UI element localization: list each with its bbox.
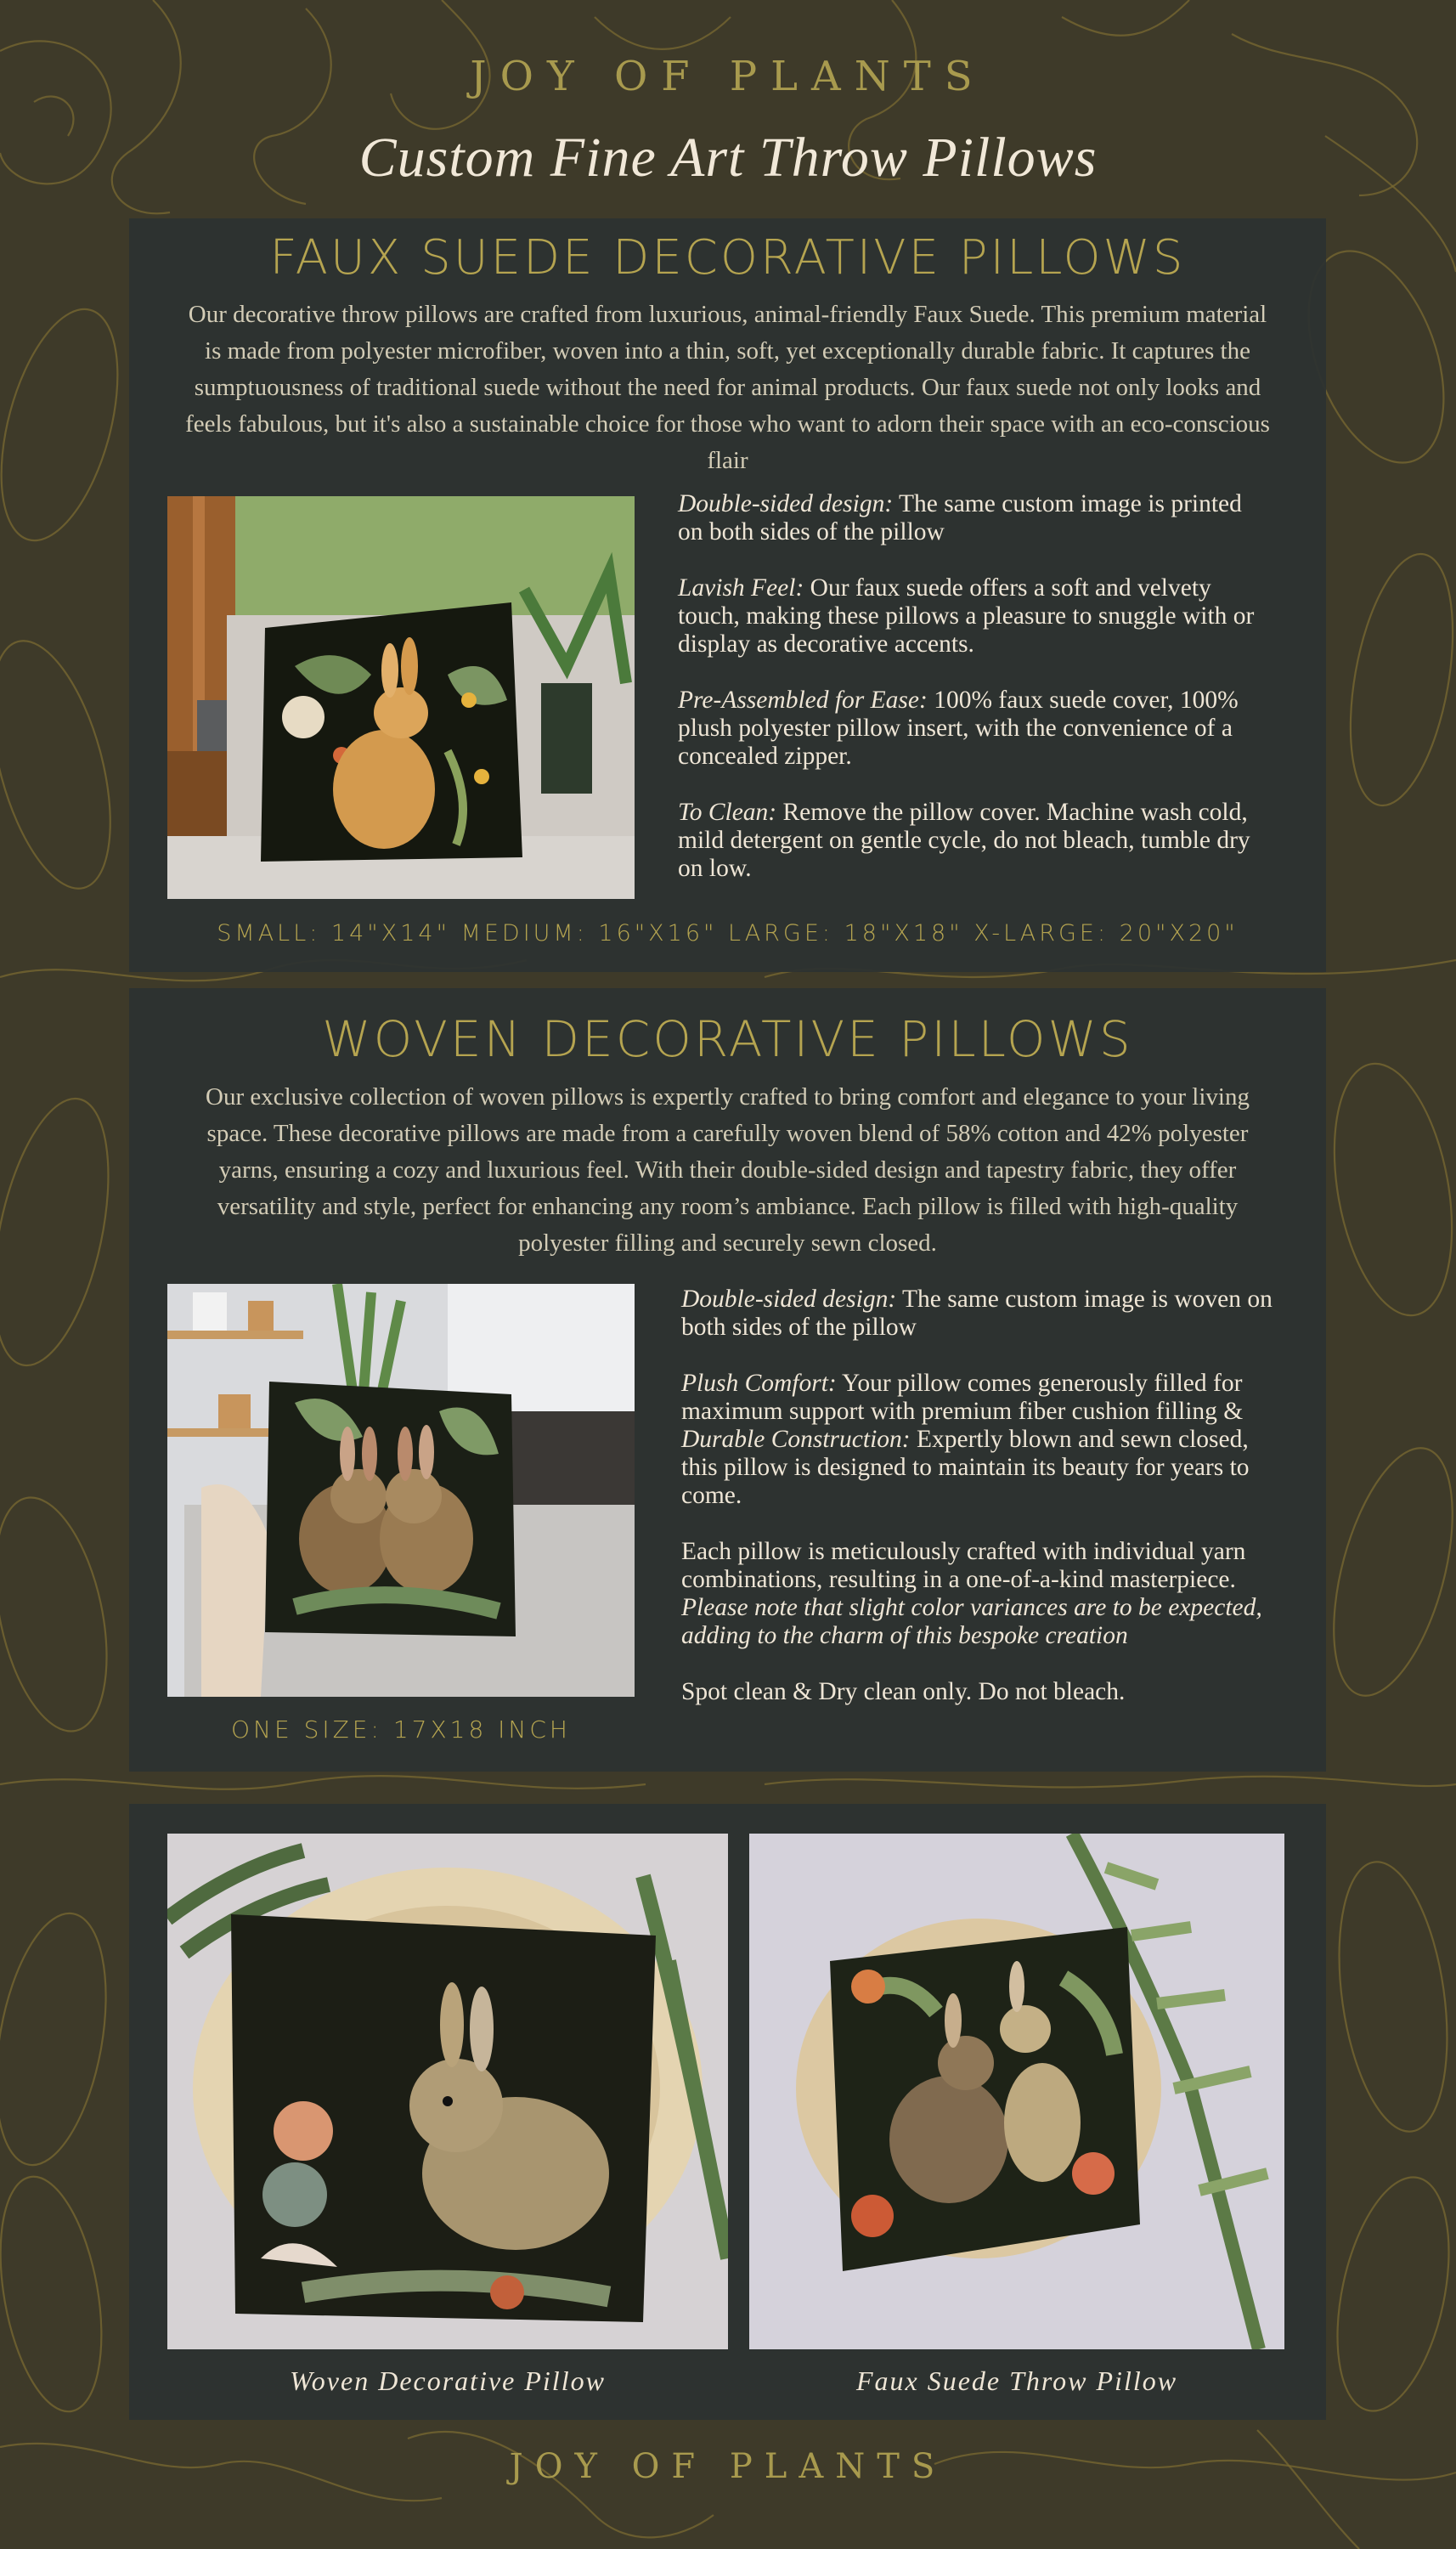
faux-suede-sizes: SMALL: 14"X14" MEDIUM: 16"X16" LARGE: 18"X18" X-LARGE: 20"X20" [217, 920, 1239, 947]
faux-suede-product-image [167, 496, 635, 899]
feature-crafted: Each pillow is meticulously crafted with individual yarn combinations, resulting in a one-of-a-kind masterpiece. Please note that slight color variances are to be expected, adding to the charm of this bespoke creation [681, 1538, 1262, 1649]
woven-intro: Our exclusive collection of woven pillows is expertly crafted to bring comfort and elegance to your living space. These decorative pillows are made from a carefully woven blend of 58% cotton and 42% polyester yarns, ensuring a cozy and luxurious feel. With their double-sided design and tapestry fabric, they offer versatility and style, perfect for enhancing any room’s ambiance. Each pillow is filled with high-quality polyester filling and securely sewn closed. [206, 1083, 1250, 1257]
brand-logo-bottom: JOY OF PLANTS [509, 2447, 947, 2486]
feature-double-sided: Double-sided design: The same custom image is printed on both sides of the pillow [678, 490, 1242, 545]
woven-product-image [167, 1284, 635, 1697]
gallery-image-woven [167, 1834, 728, 2349]
page-title: Custom Fine Art Throw Pillows [358, 127, 1098, 189]
gallery-caption-woven: Woven Decorative Pillow [290, 2365, 606, 2396]
feature-double-sided: Double-sided design: The same custom image is woven on both sides of the pillow [681, 1286, 1273, 1341]
feature-care: Spot clean & Dry clean only. Do not bleach. [681, 1678, 1126, 1705]
feature-to-clean: To Clean: Remove the pillow cover. Machine wash cold, mild detergent on gentle cycle, do not bleach, tumble dry on low. [678, 799, 1250, 882]
brand-logo-top: JOY OF PLANTS [470, 53, 986, 100]
gallery-image-faux-suede [749, 1834, 1284, 2349]
woven-features [681, 1286, 1276, 1734]
faux-suede-features [678, 490, 1273, 911]
woven-section [129, 988, 1326, 1772]
faux-suede-intro: Our decorative throw pillows are crafted from luxurious, animal-friendly Faux Suede. This premium material is made from polyester microfiber, woven into a thin, soft, yet exceptionally durable fabric. It captures the sumptuousness of traditional suede without the need for animal products. Our faux suede not only looks and feels fabulous, but it's also a sustainable choice for those who want to adorn their space with an eco-conscious flair [185, 301, 1270, 474]
woven-size: ONE SIZE: 17X18 INCH [231, 1715, 571, 1744]
gallery-section [129, 1804, 1326, 2420]
feature-lavish-feel: Lavish Feel: Our faux suede offers a soft and velvety touch, making these pillows a pleasure to snuggle with or display as decorative accents. [678, 574, 1255, 658]
woven-title: WOVEN DECORATIVE PILLOWS [322, 1010, 1133, 1068]
faux-suede-section [129, 218, 1326, 972]
faux-suede-title: FAUX SUEDE DECORATIVE PILLOWS [269, 230, 1186, 285]
gallery-caption-faux-suede: Faux Suede Throw Pillow [855, 2365, 1178, 2396]
feature-pre-assembled: Pre-Assembled for Ease: 100% faux suede cover, 100% plush polyester pillow insert, with the convenience of a concealed zipper. [678, 687, 1239, 770]
feature-plush-comfort: Plush Comfort: Your pillow comes generously filled for maximum support with premium fiber cushion filling & Durable Construction: Expertly blown and sewn closed, this pillow is designed to maintain its beauty for years to come. [681, 1370, 1250, 1509]
